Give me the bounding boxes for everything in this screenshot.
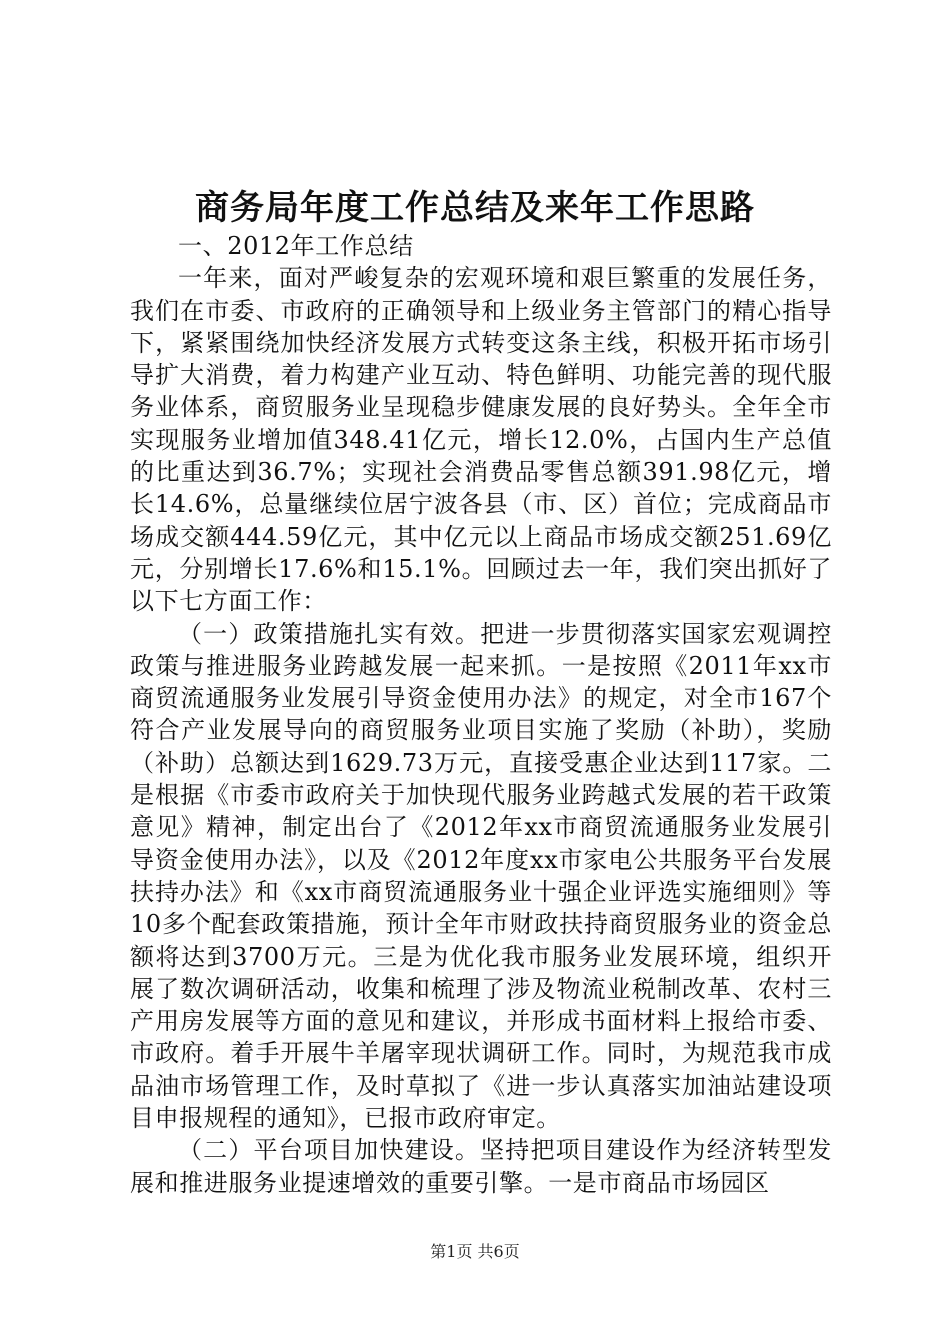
page-footer: 第1页 共6页: [430, 1242, 520, 1261]
body-paragraph: （二）平台项目加快建设。坚持把项目建设作为经济转型发展和推进服务业提速增效的重要引擎。一是市商品市场园区: [130, 1136, 832, 1197]
body-paragraph: 一年来，面对严峻复杂的宏观环境和艰巨繁重的发展任务，我们在市委、市政府的正确领导和上级业务主管部门的精心指导下，紧紧围绕加快经济发展方式转变这条主线，积极开拓市场引导扩大消费，着力构建产业互动、特色鲜明、功能完善的现代服务业体系，商贸服务业呈现稳步健康发展的良好势头。全年全市实现服务业增加值348.41亿元，增长12.0%，占国内生产总值的比重达到36.7%；实现社会消费品零售总额391.98亿元，增长14.6%，总量继续位居宁波各县（市、区）首位；完成商品市场成交额444.59亿元，其中亿元以上商品市场成交额251.69亿元，分别增长17.6%和15.1%。回顾过去一年，我们突出抓好了以下七方面工作：: [130, 264, 832, 616]
document-title: 商务局年度工作总结及来年工作思路: [195, 188, 755, 228]
body-paragraph: （一）政策措施扎实有效。把进一步贯彻落实国家宏观调控政策与推进服务业跨越发展一起来抓。一是按照《2011年xx市商贸流通服务业发展引导资金使用办法》的规定，对全市167个符合产业发展导向的商贸服务业项目实施了奖励（补助），奖励（补助）总额达到1629.73万元，直接受惠企业达到117家。二是根据《市委市政府关于加快现代服务业跨越式发展的若干政策意见》精神，制定出台了《2012年xx市商贸流通服务业发展引导资金使用办法》，以及《2012年度xx市家电公共服务平台发展扶持办法》和《xx市商贸流通服务业十强企业评选实施细则》等10多个配套政策措施，预计全年市财政扶持商贸服务业的资金总额将达到3700万元。三是为优化我市服务业发展环境，组织开展了数次调研活动，收集和梳理了涉及物流业税制改革、农村三产用房发展等方面的意见和建议，并形成书面材料上报给市委、市政府。着手开展牛羊屠宰现状调研工作。同时，为规范我市成品油市场管理工作，及时草拟了《进一步认真落实加油站建设项目申报规程的通知》，已报市政府审定。: [130, 619, 832, 1133]
section-heading: 一、2012年工作总结: [178, 232, 414, 260]
document-body: [130, 230, 832, 1199]
